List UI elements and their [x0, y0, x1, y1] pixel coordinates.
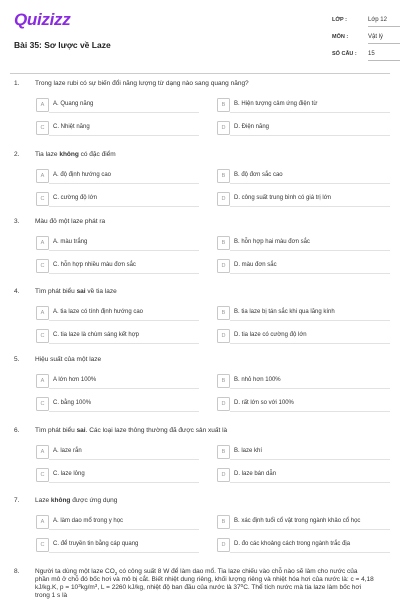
option-letter-box: C [36, 468, 49, 482]
meta-underline [368, 60, 400, 61]
option-text: D. đo các khoảng cách trong ngành trắc địa [234, 541, 351, 547]
option-letter-box: B [217, 515, 230, 529]
option-text: C. tia laze là chùm sáng kết hợp [53, 332, 139, 338]
quizizz-logo: Quizizz [14, 10, 71, 29]
option-letter-box: C [36, 538, 49, 552]
question-number: 4. [14, 288, 20, 295]
option-letter-box: D [217, 397, 230, 411]
option-letter-box: A [36, 515, 49, 529]
option-underline [230, 112, 390, 113]
question-number: 1. [14, 80, 20, 87]
meta-class [332, 15, 400, 32]
option-text: D. công suất trung bình có giá trị lớn [234, 195, 331, 201]
option-underline [49, 206, 199, 207]
option-letter-box: A [36, 169, 49, 183]
option-underline [230, 135, 390, 136]
q8-sup: 3 [94, 583, 98, 588]
option-letter-box: B [217, 445, 230, 459]
option-text: B. hỗn hợp hai màu đơn sắc [234, 239, 310, 245]
option-underline [230, 529, 390, 530]
worksheet-title: Bài 35: Sơ lược về Laze [14, 40, 111, 50]
question-number: 6. [14, 427, 20, 434]
option-letter-box: C [36, 397, 49, 411]
q8-line1b: có công suất 8 W để làm dao mổ. Tia laze chiếu vào chỗ nào sẽ làm cho nước của [117, 568, 358, 575]
option-text: D. tia laze có cường độ lớn [234, 332, 307, 338]
option-text: A. màu trắng [53, 239, 88, 245]
option-letter-box: D [217, 538, 230, 552]
option-underline [230, 343, 390, 344]
question-number: 2. [14, 151, 20, 158]
option-letter-box: C [36, 329, 49, 343]
option-text: A. làm dao mổ trong y học [53, 518, 124, 524]
option-underline [49, 388, 199, 389]
question-text [35, 288, 390, 296]
option-underline [230, 388, 390, 389]
q8-line2: phần mô ở chỗ đó bốc hơi và mô bị cắt. Biết nhiệt dung riêng, khối lượng riêng và nhiệt hóa hơi của nước là: c = 4,18 [35, 576, 374, 583]
option-text: C. bằng 100% [53, 400, 92, 406]
question-text-part: Laze [35, 497, 51, 504]
option-underline [230, 183, 390, 184]
meta-subject [332, 32, 400, 49]
option-underline [49, 482, 199, 483]
question-text-part: . Các loại laze thông thường đã được sản xuất là [85, 427, 228, 434]
question-text-emphasis: không [50, 497, 71, 504]
option-text: C. để truyền tin bằng cáp quang [53, 541, 139, 547]
option-underline [230, 459, 390, 460]
question-number: 8. [14, 568, 20, 575]
q8-line4: trong 1 s là [35, 592, 68, 599]
meta-class-label: LỚP : [332, 17, 347, 23]
option-letter-box: A [36, 236, 49, 250]
question-text-part: được ứng dụng [70, 497, 118, 504]
question-text [35, 497, 390, 505]
question-text-emphasis: sai [76, 427, 86, 434]
option-underline [230, 250, 390, 251]
option-text: D. màu đơn sắc [234, 262, 277, 268]
option-text: A. độ định hướng cao [53, 172, 111, 178]
option-text: A. tia laze có tính định hướng cao [53, 309, 144, 315]
question-text-emphasis: không [59, 151, 79, 158]
option-letter-box: C [36, 192, 49, 206]
option-letter-box: B [217, 236, 230, 250]
option-letter-box: A [36, 98, 49, 112]
option-text: C. laze lỏng [53, 471, 85, 477]
question-text: Hiệu suất của một laze [35, 356, 102, 363]
option-text: A. laze rắn [53, 448, 82, 454]
option-letter-box: D [217, 329, 230, 343]
meta-class-value: Lớp 12 [368, 17, 387, 23]
option-letter-box: B [217, 98, 230, 112]
question-number: 3. [14, 218, 20, 225]
header-divider [10, 73, 390, 74]
option-text: B. xác định tuổi cổ vật trong ngành khảo cổ học [234, 518, 361, 524]
meta-underline [368, 43, 400, 44]
question-text-part: về tia laze [85, 288, 117, 295]
option-text: B. nhỏ hơn 100% [234, 377, 281, 383]
option-text: C. hỗn hợp nhiều màu đơn sắc [53, 262, 136, 268]
q8-line3d: C. Thể tích nước mà tia laze làm bốc hơi [243, 584, 362, 591]
option-letter-box: D [217, 259, 230, 273]
option-text: B. laze khí [234, 448, 263, 454]
option-letter-box: A [36, 306, 49, 320]
meta-count-label: SỐ CÂU : [332, 51, 357, 57]
question-text [35, 568, 390, 600]
option-underline [49, 273, 199, 274]
option-letter-box: A [36, 445, 49, 459]
option-underline [230, 552, 390, 553]
q8-sup: 0 [240, 583, 244, 588]
q8-sup: 3 [78, 583, 81, 588]
option-underline [230, 320, 390, 321]
option-underline [49, 411, 199, 412]
question-number: 7. [14, 497, 20, 504]
question-text [35, 427, 390, 435]
option-underline [49, 343, 199, 344]
option-underline [230, 206, 390, 207]
meta-count-value: 15 [368, 51, 375, 57]
option-underline [49, 183, 199, 184]
question-text [35, 151, 390, 159]
option-underline [230, 482, 390, 483]
option-letter-box: B [217, 306, 230, 320]
option-text: B. Hiện tượng cảm ứng điện từ [234, 101, 318, 107]
question-text: Trong laze rubi có sự biến đổi năng lượng từ dạng nào sang quang năng? [35, 80, 249, 87]
option-text: C. Nhiệt năng [53, 124, 90, 130]
option-text: D. laze bán dẫn [234, 471, 277, 477]
meta-subject-value: Vật lý [368, 34, 384, 40]
option-letter-box: A [36, 374, 49, 388]
q8-line1a: Người ta dùng một laze CO [35, 568, 115, 575]
option-letter-box: D [217, 192, 230, 206]
question-text: Màu đỏ một laze phát ra [35, 218, 106, 225]
worksheet-meta [332, 15, 400, 66]
question-text-part: có đặc điểm [78, 151, 116, 158]
option-text: B. độ đơn sắc cao [234, 172, 283, 178]
question-text-emphasis: sai [76, 288, 86, 295]
option-text: A lớn hơn 100% [53, 377, 97, 383]
option-letter-box: C [36, 259, 49, 273]
option-underline [49, 250, 199, 251]
option-underline [230, 411, 390, 412]
option-underline [49, 135, 199, 136]
question-text-part: Tìm phát biểu [35, 427, 77, 434]
q8-line3b: kg/m [80, 584, 95, 591]
option-letter-box: C [36, 121, 49, 135]
option-underline [49, 320, 199, 321]
q8-line3a: kJ/kg.K, p = 10 [35, 584, 79, 591]
question-number: 5. [14, 356, 20, 363]
meta-subject-label: MÔN : [332, 34, 349, 40]
option-underline [49, 552, 199, 553]
option-text: D. rất lớn so với 100% [234, 400, 294, 406]
question-text-part: Tia laze [35, 151, 60, 158]
option-underline [49, 459, 199, 460]
option-underline [49, 112, 199, 113]
option-letter-box: D [217, 468, 230, 482]
option-text: A. Quang năng [53, 101, 94, 107]
meta-underline [368, 26, 400, 27]
option-text: C. cường độ lớn [53, 195, 97, 201]
option-letter-box: B [217, 374, 230, 388]
option-underline [49, 529, 199, 530]
option-text: B. tia laze bị tán sắc khi qua lăng kính [234, 309, 335, 315]
option-text: D. Điện năng [234, 124, 270, 130]
option-underline [230, 273, 390, 274]
q8-line3c: , L = 2260 kJ/kg, nhiệt độ ban đầu của nước là 37 [97, 584, 241, 591]
meta-count [332, 49, 400, 66]
question-text-part: Tìm phát biểu [35, 288, 77, 295]
option-letter-box: D [217, 121, 230, 135]
worksheet-header [14, 10, 390, 72]
q8-sub: 2 [114, 570, 118, 576]
option-letter-box: B [217, 169, 230, 183]
